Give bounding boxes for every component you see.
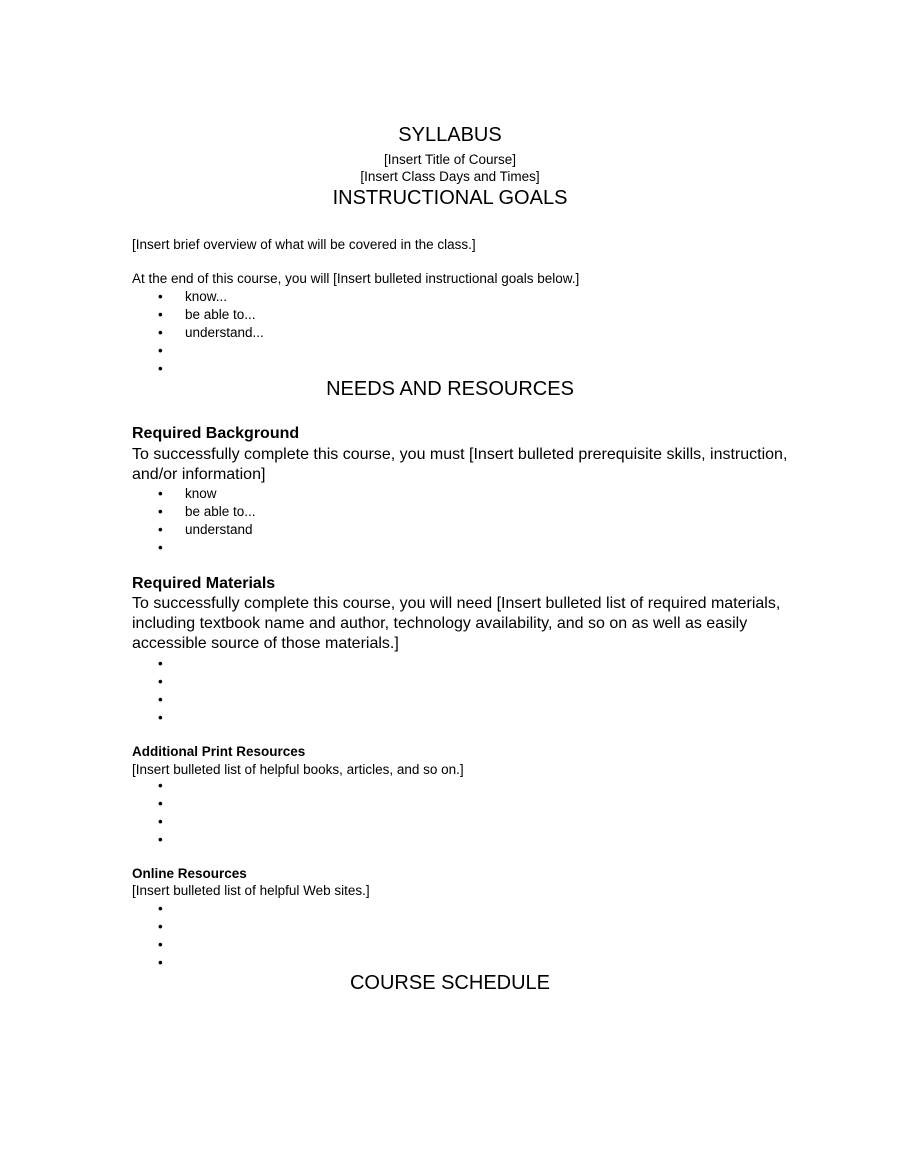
list-item: • understand bbox=[158, 522, 253, 537]
required-materials-list bbox=[132, 655, 185, 727]
required-materials-text: To successfully complete this course, you will need [Insert bulleted list of required materials, including textbook name and author, technology availability, and so on as well as easily accessible source of those materials.] bbox=[132, 595, 781, 652]
list-item: • bbox=[158, 692, 163, 707]
list-item: • bbox=[158, 343, 163, 358]
list-item: • bbox=[158, 796, 163, 811]
list-item: • bbox=[158, 710, 163, 725]
course-overview-placeholder: [Insert brief overview of what will be covered in the class.] bbox=[132, 237, 476, 252]
list-item: • know... bbox=[158, 289, 228, 304]
needs-resources-heading: NEEDS AND RESOURCES bbox=[326, 378, 574, 400]
required-background-text: To successfully complete this course, you must [Insert bulleted prerequisite skills, instruction, and/or information] bbox=[132, 446, 788, 483]
goals-intro: At the end of this course, you will [Insert bulleted instructional goals below.] bbox=[132, 271, 580, 286]
page-title: SYLLABUS bbox=[398, 124, 502, 146]
list-item: • bbox=[158, 919, 163, 934]
list-item: • bbox=[158, 540, 163, 555]
list-item: • bbox=[158, 674, 163, 689]
course-schedule-heading: COURSE SCHEDULE bbox=[349, 972, 551, 994]
list-item: • bbox=[158, 361, 163, 376]
additional-print-text: [Insert bulleted list of helpful books, articles, and so on.] bbox=[132, 762, 464, 777]
list-item: • be able to... bbox=[158, 504, 256, 519]
online-resources-text: [Insert bulleted list of helpful Web sites.] bbox=[132, 883, 370, 898]
class-days-placeholder: [Insert Class Days and Times] bbox=[360, 169, 540, 184]
list-item: • bbox=[158, 832, 163, 847]
required-background-heading: Required Background bbox=[132, 425, 300, 442]
list-item: • be able to... bbox=[158, 307, 256, 322]
list-item: • know bbox=[158, 486, 217, 501]
additional-print-heading: Additional Print Resources bbox=[132, 744, 306, 759]
list-item: • bbox=[158, 937, 163, 952]
list-item: • bbox=[158, 778, 163, 793]
list-item: • bbox=[158, 656, 163, 671]
list-item: • bbox=[158, 901, 163, 916]
instructional-goals-list bbox=[132, 288, 264, 378]
instructional-goals-heading: INSTRUCTIONAL GOALS bbox=[332, 187, 568, 209]
list-item: • bbox=[158, 955, 163, 970]
online-resources-list bbox=[132, 900, 185, 972]
course-title-placeholder: [Insert Title of Course] bbox=[383, 152, 517, 167]
list-item: • bbox=[158, 814, 163, 829]
required-materials-heading: Required Materials bbox=[132, 575, 276, 592]
additional-print-list bbox=[132, 777, 185, 849]
list-item: • understand... bbox=[158, 325, 264, 340]
required-background-list bbox=[132, 485, 256, 557]
online-resources-heading: Online Resources bbox=[132, 866, 247, 881]
